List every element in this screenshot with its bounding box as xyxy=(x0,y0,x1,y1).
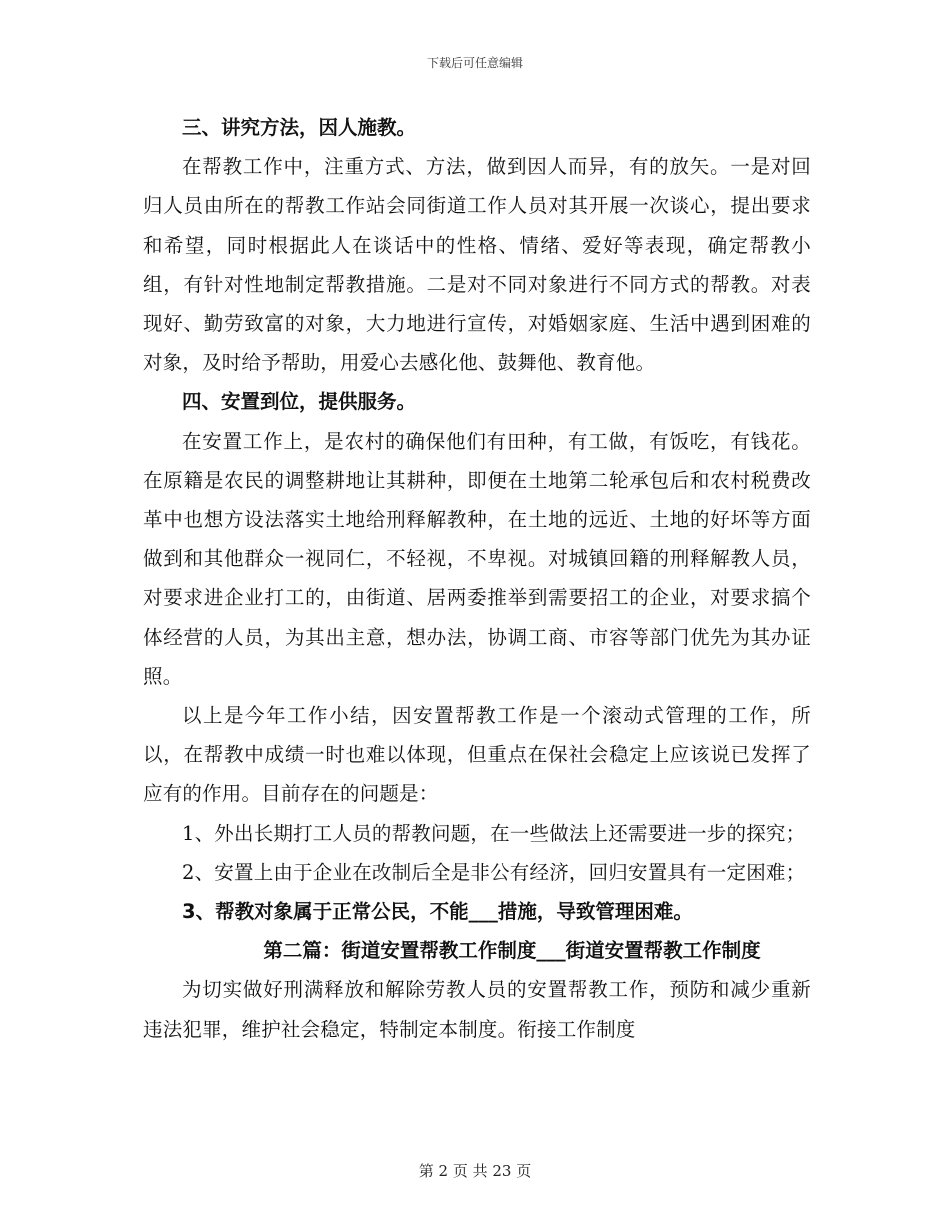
chapter-two-title: 第二篇：街道安置帮教工作制度___街道安置帮教工作制度 xyxy=(263,939,761,963)
document-body xyxy=(143,108,811,1049)
section-heading-4: 四、安置到位，提供服务。 xyxy=(182,390,417,414)
problem-item-1: 1、外出长期打工人员的帮教问题，在一些做法上还需要进一步的探究； xyxy=(182,821,806,845)
problem-item-2: 2、安置上由于企业在改制后全是非公有经济，回归安置具有一定困难； xyxy=(182,860,806,884)
paragraph-intro: 为切实做好刑满释放和解除劳教人员的安置帮教工作，预防和减少重新违法犯罪，维护社会稳定，特制定本制度。衔接工作制度 xyxy=(143,978,811,1041)
paragraph-methods: 在帮教工作中，注重方式、方法，做到因人而异，有的放矢。一是对回归人员由所在的帮教工作站会同街道工作人员对其开展一次谈心，提出要求和希望，同时根据此人在谈话中的性格、情绪、爱好等表现，确定帮教小组，有针对性地制定帮教措施。二是对不同对象进行不同方式的帮教。对表现好、勤劳致富的对象，大力地进行宣传，对婚姻家庭、生活中遇到困难的对象，及时给予帮助，用爱心去感化他、鼓舞他、教育他。 xyxy=(143,155,811,375)
paragraph-summary: 以上是今年工作小结，因安置帮教工作是一个滚动式管理的工作，所以，在帮教中成绩一时也难以体现，但重点在保社会稳定上应该说已发挥了应有的作用。目前存在的问题是： xyxy=(143,704,811,806)
problem-item-3: 3、帮教对象属于正常公民，不能___措施，导致管理困难。 xyxy=(182,900,693,924)
page-footer: 第 2 页 共 23 页 xyxy=(418,1162,532,1180)
section-heading-3: 三、讲究方法，因人施教。 xyxy=(182,116,417,139)
page-header: 下载后可任意编辑 xyxy=(426,56,523,70)
paragraph-placement: 在安置工作上，是农村的确保他们有田种，有工做，有饭吃，有钱花。在原籍是农民的调整耕地让其耕种，即便在土地第二轮承包后和农村税费改革中也想方设法落实土地给刑释解教种，在土地的远近、土地的好坏等方面做到和其他群众一视同仁，不轻视，不卑视。对城镇回籍的刑释解教人员，对要求进企业打工的，由街道、居两委推举到需要招工的企业，对要求搞个体经营的人员，为其出主意，想办法，协调工商、市容等部门优先为其办证照。 xyxy=(143,429,811,688)
